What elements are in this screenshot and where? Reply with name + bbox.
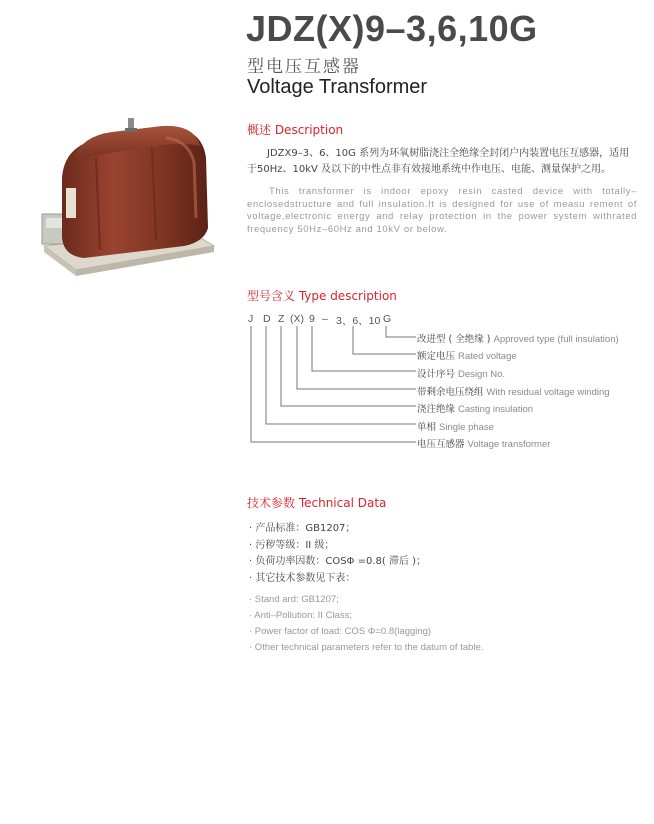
- code-char-j: J: [248, 313, 254, 325]
- code-char-dash: –: [322, 313, 328, 325]
- legend-row-rated-voltage: 额定电压 Rated voltage: [417, 351, 517, 362]
- subtitle-english: Voltage Transformer: [247, 76, 428, 98]
- code-char-9: 9: [309, 313, 315, 325]
- product-photo: [34, 118, 234, 282]
- legend-row-voltage-transformer: 电压互感器 Voltage transformer: [417, 439, 551, 450]
- description-text-cn: JDZX9–3、6、10G 系列为环氧树脂浇注全绝缘全封闭户内装置电压互感器，适用于50Hz、10kV 及以下的中性点非有效接地系统中作电压、电能、测量保护之用。: [247, 148, 630, 175]
- type-description-heading: 型号含义 Type description: [247, 289, 397, 303]
- type-code-connector-lines: [240, 322, 420, 452]
- tech-item-en: · Anti–Pollution: II Class;: [249, 610, 352, 621]
- voltage-transformer-image: [34, 118, 234, 278]
- tech-item-cn: · 其它技术参数见下表：: [249, 573, 356, 584]
- legend-row-casting-insulation: 浇注绝缘 Casting insulation: [417, 404, 534, 415]
- tech-item-cn: · 负荷功率因数：COSΦ =0.8( 滞后 )；: [249, 556, 427, 567]
- description-heading: 概述 Description: [247, 123, 344, 137]
- description-text-en: This transformer is indoor epoxy resin casted device with totally–enclosedstructure and full insulation.It is designed for use of measu rement of voltage,electronic energy and relay protection in the power system withrated frequency 50Hz–60Hz and 10kV or below.: [247, 186, 637, 235]
- tech-item-cn: · 产品标准：GB1207；: [249, 523, 356, 534]
- legend-row-residual-winding: 带剩余电压绕组 With residual voltage winding: [417, 387, 610, 398]
- code-char-g: G: [383, 313, 392, 325]
- tech-item-en: · Stand ard: GB1207;: [249, 594, 339, 605]
- tech-item-cn: · 污秽等级：II 级；: [249, 540, 335, 551]
- code-char-z: Z: [278, 313, 285, 325]
- technical-data-heading: 技术参数 Technical Data: [247, 496, 387, 510]
- page-title: JDZ(X)9–3,6,10G: [246, 8, 538, 49]
- code-char-voltage: 3、6、10: [336, 315, 381, 327]
- legend-row-single-phase: 单相 Single phase: [417, 422, 494, 433]
- code-char-x: (X): [290, 313, 304, 325]
- legend-row-approved-type: 改进型 ( 全绝缘 ) Approved type (full insulation): [417, 334, 619, 345]
- legend-row-design-no: 设计序号 Design No.: [417, 369, 506, 380]
- tech-item-en: · Other technical parameters refer to the datum of table.: [249, 642, 484, 653]
- subtitle-chinese: 型电压互感器: [247, 57, 361, 77]
- code-char-d: D: [263, 313, 271, 325]
- tech-item-en: · Power factor of load: COS Φ=0.8(lagging): [249, 626, 432, 637]
